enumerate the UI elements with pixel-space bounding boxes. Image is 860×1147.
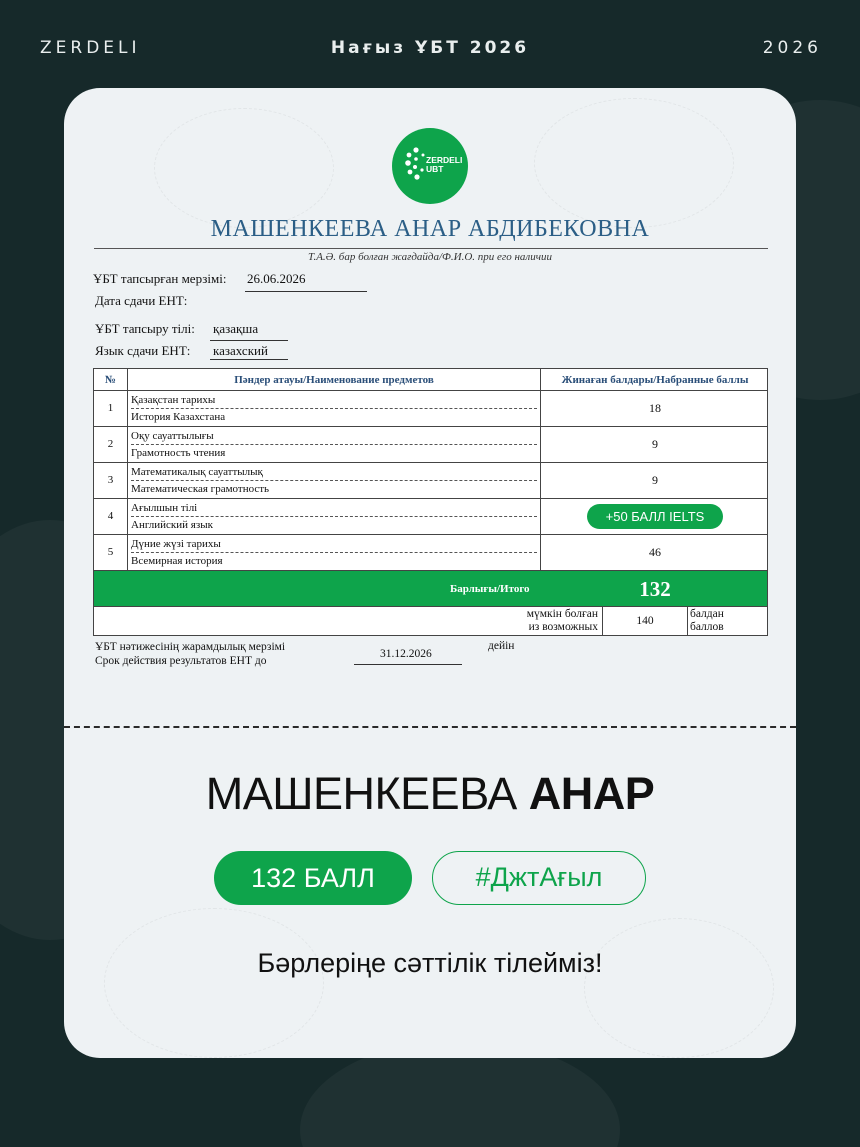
header-year: 2026 [762,38,822,58]
possible-label: мүмкін болған из возможных [394,607,603,635]
subject-score: 9 [652,473,658,487]
table-header [94,369,767,391]
underline [210,340,288,341]
score-badge: 132 БАЛЛ [214,851,412,905]
subject-name-kz: Қазақстан тарихы [131,392,537,409]
results-table [93,368,768,636]
column-header-subject: Пәндер атауы/Наименование предметов [128,369,541,391]
validity-suffix: дейін [488,640,515,652]
points-label: балдан баллов [690,608,724,633]
underline [245,291,367,292]
subject-cell [128,427,541,462]
table-row [94,391,767,427]
student-surname: МАШЕНКЕЕВА [205,768,517,819]
exam-language-label-kz: ҰБТ тапсыру тілі: [95,321,195,336]
total-score: 132 [639,577,671,601]
subject-cell [128,499,541,534]
subject-name-kz: Дүние жүзі тарихы [131,536,537,553]
result-card [64,88,796,1058]
decorative-shape [584,918,774,1058]
decorative-shape [104,908,324,1058]
subject-name-ru: Английский язык [131,519,213,531]
subject-cell [128,535,541,570]
validity-label: ҰБТ нәтижесінің жарамдылық мерзімі Срок действия результатов ЕНТ до [95,641,286,667]
exam-language-label-ru: Язык сдачи ЕНТ: [95,343,191,358]
header-bar [0,0,860,96]
possible-row [94,607,767,635]
subject-name-ru: Математическая грамотность [131,483,270,495]
subject-score-cell [541,499,769,534]
total-label: Барлығы/Итого [450,583,530,595]
row-number: 3 [94,463,128,498]
logo-dots-icon [404,146,428,182]
subject-cell [128,391,541,426]
row-number: 4 [94,499,128,534]
subject-name-kz: Оқу сауаттылығы [131,428,537,445]
subject-name-ru: История Казахстана [131,411,226,423]
subject-name-ru: Всемирная история [131,555,223,567]
column-header-number: № [94,369,128,391]
certificate-name: МАШЕНКЕЕВА АНАР АБДИБЕКОВНА [210,216,650,242]
validity-date: 31.12.2026 [380,648,432,660]
underline [354,664,462,665]
subject-name-kz: Математикалық сауаттылық [131,464,537,481]
divider [94,248,768,249]
student-firstname: АНАР [528,768,655,819]
subject-name-kz: Ағылшын тілі [131,500,537,517]
congratulation-text: Бәрлеріңе сәттілік тілейміз! [257,948,603,978]
row-number: 1 [94,391,128,426]
exam-date-label-ru: Дата сдачи ЕНТ: [95,293,188,308]
ielts-bonus-badge: +50 БАЛЛ IELTS [587,504,723,529]
row-number: 2 [94,427,128,462]
table-row [94,535,767,571]
column-header-score: Жинаған балдары/Набранные баллы [561,374,749,386]
logo-text: ZERDELI UBT [426,155,463,174]
underline [210,359,288,360]
total-row [94,571,767,607]
dashed-divider [64,726,796,728]
zerdeli-logo [392,128,468,204]
certificate [92,88,768,728]
subject-name-ru: Грамотность чтения [131,447,226,459]
name-caption: Т.А.Ә. бар болған жағдайда/Ф.И.О. при его наличии [308,251,552,263]
exam-date-value: 26.06.2026 [247,271,306,286]
subject-score: 18 [649,401,661,415]
subject-score: 46 [649,545,661,559]
subject-score: 9 [652,437,658,451]
table-row [94,499,767,535]
header-title: Нағыз ҰБТ 2026 [330,38,530,58]
exam-language-value-kz: қазақша [213,321,259,336]
table-row [94,463,767,499]
possible-value: 140 [603,607,688,635]
table-row [94,427,767,463]
row-number: 5 [94,535,128,570]
subject-cell [128,463,541,498]
exam-date-label-kz: ҰБТ тапсырған мерзімі: [93,271,227,286]
hashtag-badge: #ДжтАғыл [432,851,646,905]
exam-language-value-ru: казахский [213,343,268,358]
student-name-heading [64,768,796,820]
brand-label: ZERDELI [40,38,141,58]
